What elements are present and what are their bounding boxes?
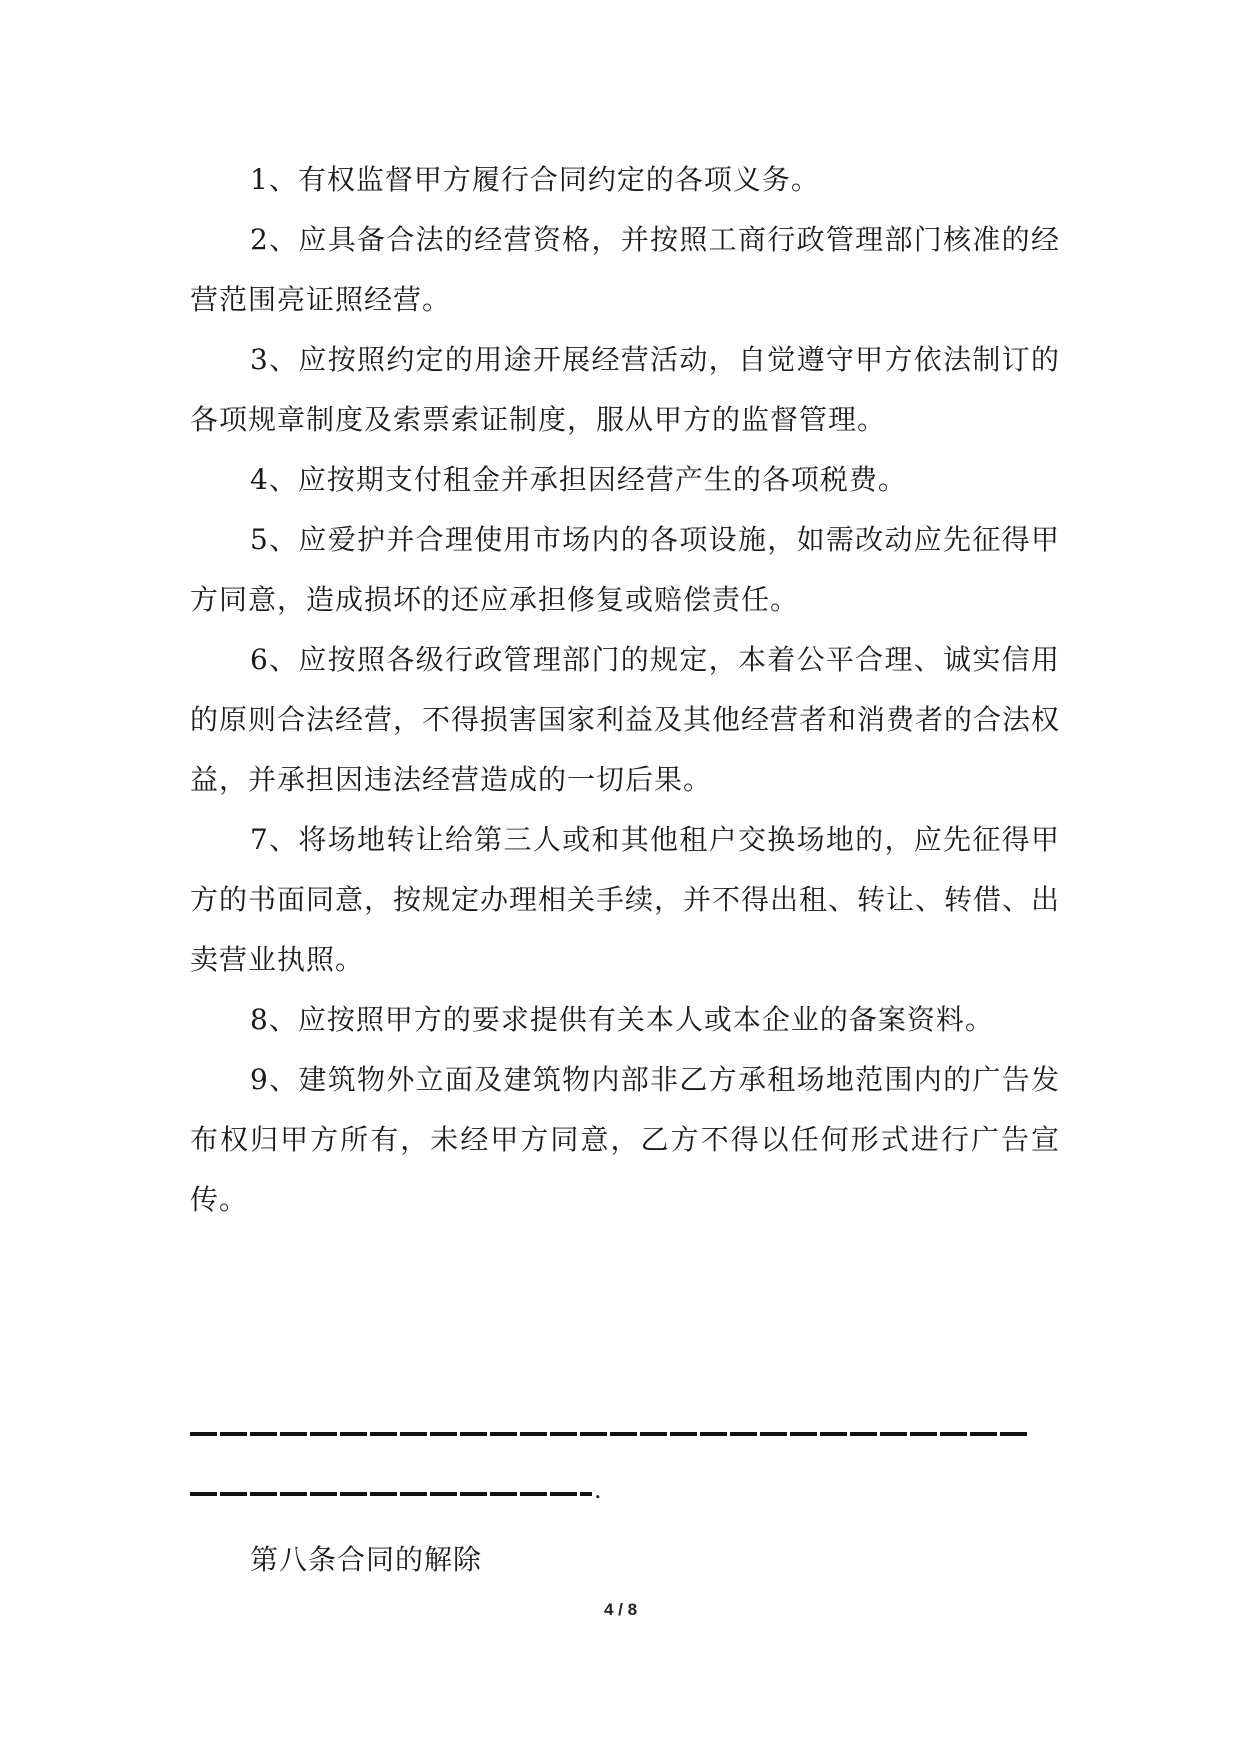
clause-6: 6、应按照各级行政管理部门的规定，本着公平合理、诚实信用的原则合法经营，不得损害国家利益及其他经营者和消费者的合法权益，并承担因违法经营造成的一切后果。: [190, 643, 1061, 796]
clause-7: 7、将场地转让给第三人或和其他租户交换场地的，应先征得甲方的书面同意，按规定办理相关手续，并不得出租、转让、转借、出卖营业执照。: [190, 823, 1061, 976]
clause-4: 4、应按期支付租金并承担因经营产生的各项税费。: [250, 463, 907, 496]
clause-2: 2、应具备合法的经营资格，并按照工商行政管理部门核准的经营范围亮证照经营。: [190, 223, 1060, 316]
clause-8: 8、应按照甲方的要求提供有关本人或本企业的备案资料。: [250, 1003, 994, 1036]
clause-3: 3、应按照约定的用途开展经营活动，自觉遵守甲方依法制订的各项规章制度及索票索证制度，服从甲方的监督管理。: [190, 343, 1060, 436]
clause-5: 5、应爱护并合理使用市场内的各项设施，如需改动应先征得甲方同意，造成损坏的还应承担修复或赔偿责任。: [190, 523, 1060, 616]
section-heading: 第八条合同的解除: [250, 1543, 483, 1576]
separator-line-2: [190, 1492, 592, 1496]
clause-list: [190, 150, 1060, 1230]
separator-end-mark: .: [594, 1476, 602, 1504]
clause-1: 1、有权监督甲方履行合同约定的各项义务。: [250, 163, 820, 196]
page-number: 4 / 8: [603, 1600, 638, 1619]
separator-line-1: [190, 1432, 1027, 1436]
clause-9: 9、建筑物外立面及建筑物内部非乙方承租场地范围内的广告发布权归甲方所有，未经甲方同意，乙方不得以任何形式进行广告宣传。: [190, 1063, 1060, 1216]
